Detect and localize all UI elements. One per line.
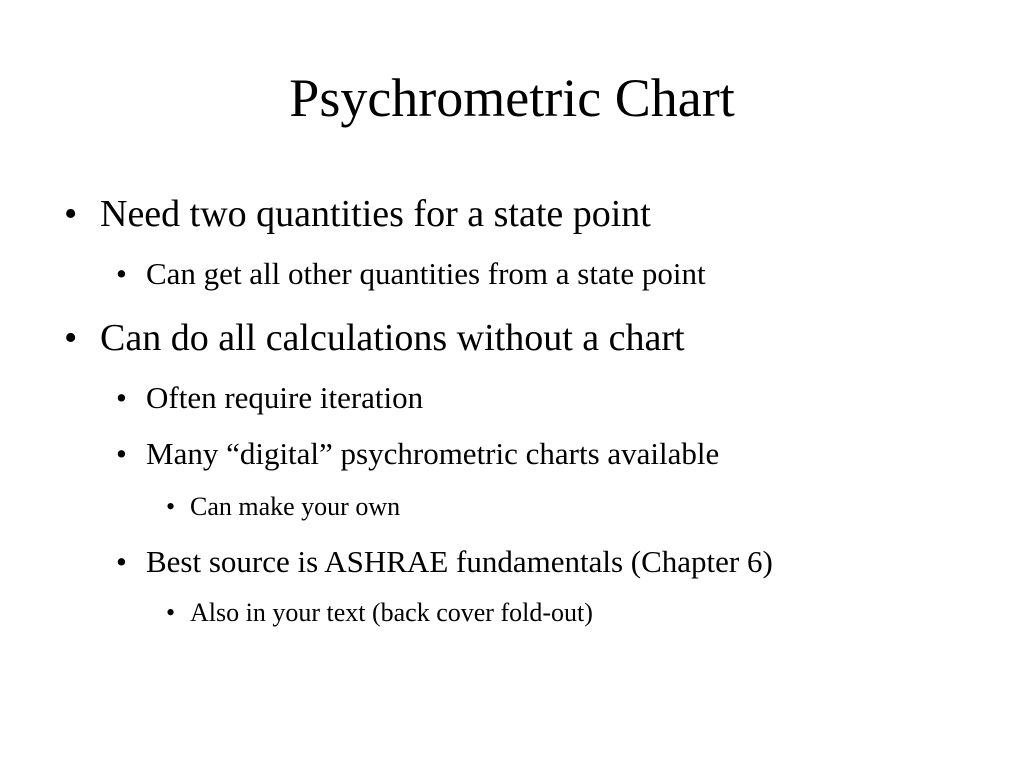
bullet-text: Best source is ASHRAE fundamentals (Chapter 6) (146, 544, 773, 579)
bullet-item-6 (166, 492, 401, 522)
bullet-dot-icon: • (116, 436, 127, 471)
bullet-item-2 (116, 256, 706, 292)
bullet-item-5 (116, 436, 720, 472)
bullet-dot-icon: • (166, 492, 176, 521)
bullet-text: Can get all other quantities from a state point (146, 256, 706, 291)
bullet-text: Often require iteration (146, 380, 424, 415)
bullet-dot-icon: • (64, 317, 78, 359)
bullet-item-3 (64, 316, 685, 360)
bullet-text: Can do all calculations without a chart (100, 317, 685, 359)
bullet-text: Can make your own (190, 492, 401, 521)
bullet-dot-icon: • (166, 598, 176, 627)
bullet-dot-icon: • (116, 544, 127, 579)
bullet-text: Need two quantities for a state point (100, 193, 651, 235)
bullet-dot-icon: • (116, 256, 127, 291)
bullet-dot-icon: • (116, 380, 127, 415)
bullet-dot-icon: • (64, 193, 78, 235)
bullet-item-8 (166, 598, 593, 628)
bullet-text: Many “digital” psychrometric charts available (146, 436, 720, 471)
bullet-text: Also in your text (back cover fold-out) (190, 598, 593, 627)
bullet-item-7 (116, 544, 773, 580)
bullet-item-4 (116, 380, 424, 416)
slide-title: Psychrometric Chart (289, 68, 735, 128)
bullet-item-1 (64, 192, 651, 236)
